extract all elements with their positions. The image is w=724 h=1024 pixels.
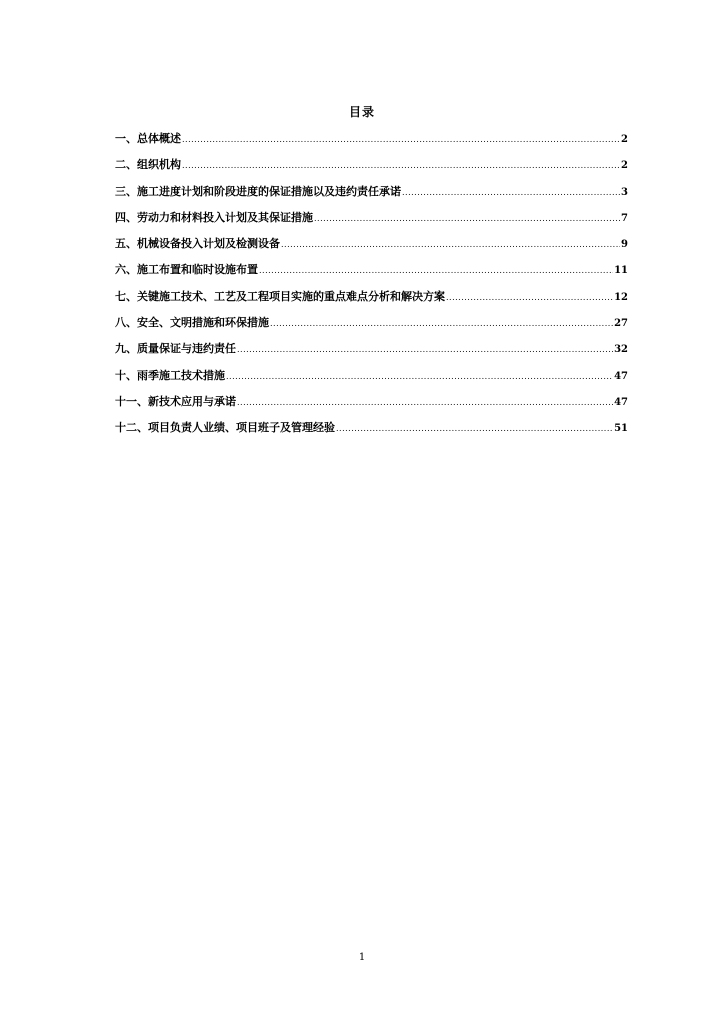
toc-dot-leader	[446, 293, 613, 302]
toc-entry-page: 2	[621, 160, 628, 172]
toc-dot-leader	[237, 345, 613, 354]
toc-entry-label: 六、施工布置和临时设施布置	[115, 263, 258, 277]
toc-entry[interactable]	[115, 261, 628, 287]
toc-entry-label: 十二、项目负责人业绩、项目班子及管理经验	[115, 421, 335, 435]
toc-entry-label: 十一、新技术应用与承诺	[115, 394, 236, 408]
toc-dot-leader	[402, 188, 620, 197]
toc-entry-label: 九、质量保证与违约责任	[115, 342, 236, 356]
toc-entry-label: 七、关键施工技术、工艺及工程项目实施的重点难点分析和解决方案	[115, 289, 445, 303]
toc-entry-page: 47	[614, 396, 628, 408]
toc-entry-label: 四、劳动力和材料投入计划及其保证措施	[115, 210, 313, 224]
toc-entry[interactable]	[115, 183, 628, 209]
toc-entry[interactable]	[115, 209, 628, 235]
toc-dot-leader	[336, 424, 613, 433]
toc-entry-label: 八、安全、文明措施和环保措施	[115, 316, 269, 330]
toc-dot-leader	[270, 319, 613, 328]
toc-dot-leader	[259, 266, 613, 275]
toc-entry-page: 27	[614, 318, 628, 330]
toc-entry-page: 7	[621, 212, 628, 224]
toc-entry-page: 47	[614, 370, 628, 382]
toc-entry-page: 11	[614, 265, 628, 277]
toc-dot-leader	[182, 135, 620, 144]
toc-entry[interactable]	[115, 419, 628, 445]
toc-dot-leader	[182, 161, 620, 170]
toc-entry-page: 3	[621, 186, 628, 198]
toc-entry[interactable]	[115, 314, 628, 340]
toc-entry-label: 二、组织机构	[115, 158, 181, 172]
toc-entry-label: 三、施工进度计划和阶段进度的保证措施以及违约责任承诺	[115, 184, 401, 198]
toc-entry-page: 9	[621, 239, 628, 251]
toc-entry-label: 五、机械设备投入计划及检测设备	[115, 237, 280, 251]
toc-dot-leader	[226, 372, 613, 381]
toc-dot-leader	[281, 240, 620, 249]
page-number: 1	[358, 952, 366, 963]
toc-entry[interactable]	[115, 156, 628, 182]
toc-entry-page: 51	[614, 423, 628, 435]
toc-title: 目录	[348, 105, 375, 119]
toc-entry-page: 32	[614, 344, 628, 356]
toc-entry[interactable]	[115, 340, 628, 366]
toc-entry[interactable]	[115, 367, 628, 393]
toc-entry-page: 2	[621, 134, 628, 145]
toc-entry-label: 一、总体概述	[115, 132, 181, 145]
toc-entry[interactable]	[115, 393, 628, 419]
table-of-contents	[115, 130, 628, 446]
toc-dot-leader	[237, 398, 613, 407]
toc-entry-label: 十、雨季施工技术措施	[115, 368, 225, 382]
toc-entry[interactable]	[115, 288, 628, 314]
toc-entry-page: 12	[614, 291, 628, 303]
toc-entry[interactable]	[115, 235, 628, 261]
toc-dot-leader	[314, 214, 620, 223]
toc-entry[interactable]	[115, 130, 628, 156]
